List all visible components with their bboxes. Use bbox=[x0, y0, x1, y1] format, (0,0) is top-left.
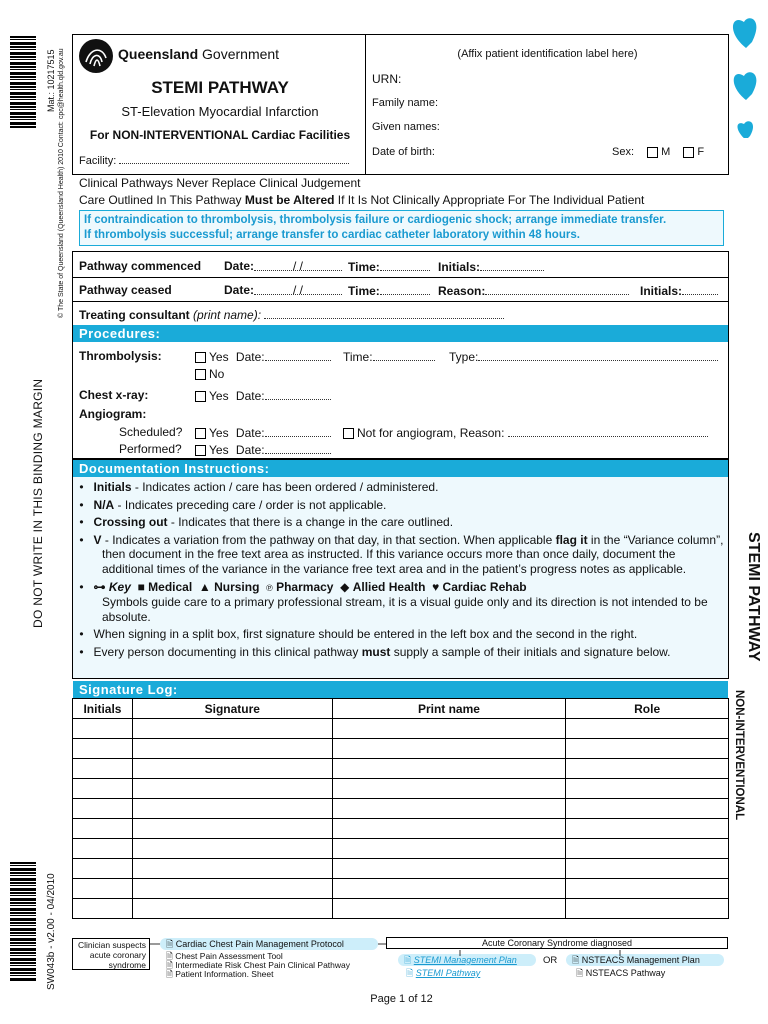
thrombolysis-yes[interactable]: Yes Date: bbox=[195, 349, 331, 364]
cardiac-rehab-icon: ♥ bbox=[432, 579, 440, 594]
flow-stemi-plan[interactable]: 🗎 STEMI Management Plan bbox=[398, 954, 536, 966]
flow-assessment[interactable]: 🗎 Chest Pain Assessment Tool bbox=[166, 951, 283, 961]
list-item: • Crossing out - Indicates that there is a change in the care outlined. bbox=[76, 515, 454, 530]
list-item: • Initials - Indicates action / care has been ordered / administered. bbox=[76, 480, 439, 494]
ceased-date[interactable]: Date: / / bbox=[224, 283, 342, 297]
flow-intermediate[interactable]: 🗎 Intermediate Risk Chest Pain Clinical Pathway bbox=[166, 960, 351, 970]
pathway-ceased-label: Pathway ceased bbox=[79, 283, 172, 297]
document-icon: 🗎 bbox=[166, 951, 173, 961]
chest-xray-label: Chest x-ray: bbox=[79, 388, 149, 402]
urn-label: URN: bbox=[372, 72, 402, 86]
thrombolysis-no-checkbox[interactable] bbox=[195, 369, 206, 380]
document-icon: 🗎 bbox=[404, 955, 412, 965]
document-icon: 🗎 bbox=[576, 968, 584, 978]
page-number: Page 1 of 12 bbox=[370, 993, 433, 1005]
side-title: STEMI PATHWAY bbox=[745, 532, 762, 662]
table-row[interactable] bbox=[73, 799, 729, 819]
given-names-label: Given names: bbox=[372, 121, 440, 133]
list-item: Symbols guide care to a primary professional stream, it is a visual guide only and its direction is not intended to be absolute. bbox=[102, 595, 708, 624]
flow-nsteacs-pathway[interactable]: 🗎 NSTEACS Pathway bbox=[576, 968, 666, 978]
flow-stemi-pathway[interactable]: 🗎 STEMI Pathway bbox=[406, 968, 481, 978]
ceased-initials[interactable]: Initials: bbox=[640, 283, 718, 298]
flow-nsteacs-plan[interactable]: 🗎 NSTEACS Management Plan bbox=[566, 954, 724, 966]
gov-logo-text: Queensland Government bbox=[118, 46, 280, 62]
family-name-label: Family name: bbox=[372, 97, 439, 109]
ceased-reason[interactable]: Reason: bbox=[438, 283, 629, 298]
col-signature: Signature bbox=[132, 699, 332, 719]
page-title: STEMI PATHWAY bbox=[151, 78, 289, 97]
angiogram-scheduled-label: Scheduled? bbox=[119, 425, 183, 439]
sex-f-checkbox[interactable] bbox=[683, 147, 694, 158]
disclaimer-line2: Care Outlined In This Pathway Must be Altered If It Is Not Clinically Appropriate For The Individual Patient bbox=[79, 193, 645, 207]
performed-yes-checkbox[interactable] bbox=[195, 445, 206, 456]
angiogram-performed-yes[interactable]: Yes Date: bbox=[195, 442, 331, 457]
bottom-barcode bbox=[10, 862, 36, 982]
table-row[interactable] bbox=[73, 719, 729, 739]
alert-box bbox=[79, 210, 724, 246]
ceased-time[interactable]: Time: bbox=[348, 283, 430, 298]
commenced-initials[interactable]: Initials: bbox=[438, 259, 544, 274]
disclaimer-line1: Clinical Pathways Never Replace Clinical Judgement bbox=[79, 176, 361, 190]
list-item: • When signing in a split box, first signature should be entered in the left box and the second in the right. bbox=[76, 627, 638, 642]
chest-xray-yes-checkbox[interactable] bbox=[195, 391, 206, 402]
flow-info[interactable]: 🗎 Patient Information. Sheet bbox=[166, 969, 274, 979]
document-icon: 🗎 bbox=[166, 969, 173, 979]
flow-suspects: Clinician suspects acute coronary syndrome bbox=[72, 938, 150, 970]
facility-type: For NON-INTERVENTIONAL Cardiac Facilities bbox=[89, 128, 351, 142]
document-icon: 🗎 bbox=[572, 955, 580, 965]
pathway-row-divider bbox=[72, 277, 729, 278]
form-code: SW043b - v2.00 - 04/2010 bbox=[46, 873, 57, 990]
not-for-angiogram-checkbox[interactable] bbox=[343, 428, 354, 439]
pathway-row-divider-2 bbox=[72, 301, 729, 302]
flow-connectors bbox=[150, 936, 740, 976]
table-row[interactable] bbox=[73, 839, 729, 859]
affix-label: (Affix patient identification label here) bbox=[457, 48, 638, 60]
documentation-list bbox=[76, 480, 724, 660]
medical-icon: ■ bbox=[137, 579, 145, 594]
side-subtitle: NON-INTERVENTIONAL bbox=[733, 690, 745, 821]
col-initials: Initials bbox=[73, 699, 133, 719]
mat-code: Mat.: 10217515 bbox=[46, 49, 56, 112]
alert-line2: If thrombolysis successful; arrange transfer to cardiac catheter laboratory within 48 hours. bbox=[84, 229, 580, 241]
binding-margin: DO NOT WRITE IN THIS BINDING MARGIN bbox=[31, 378, 45, 628]
document-icon: 🗎 bbox=[406, 968, 414, 978]
list-item: • V - Indicates a variation from the pathway on that day, in that section. When applicable flag it in the “Variance column”, then document in the free text area as instructed. If this variance occurs more than once daily, document the additional times of the variance in the variance free text area and in the patient’s progress notes as applicable. bbox=[76, 532, 724, 576]
flow-acs: Acute Coronary Syndrome diagnosed bbox=[386, 937, 728, 949]
table-header-row bbox=[73, 699, 729, 719]
commenced-time[interactable]: Time: bbox=[348, 259, 430, 274]
table-row[interactable] bbox=[73, 779, 729, 799]
thrombolysis-type[interactable]: Type: bbox=[449, 349, 718, 364]
table-row[interactable] bbox=[73, 859, 729, 879]
list-item: • ⊶ Key ■ Medical ▲ Nursing ℗ Pharmacy ◆ Allied Health ♥ Cardiac Rehab bbox=[76, 579, 527, 594]
sex-m-checkbox[interactable] bbox=[647, 147, 658, 158]
copyright: © The State of Queensland (Queensland Health) 2010 Contact: cpc@health.qld.gov.au bbox=[58, 48, 65, 318]
table-row[interactable] bbox=[73, 879, 729, 899]
list-item: • Every person documenting in this clinical pathway must supply a sample of their initials and signature below. bbox=[76, 644, 671, 659]
thrombolysis-yes-checkbox[interactable] bbox=[195, 352, 206, 363]
angiogram-scheduled-yes[interactable]: Yes Date: bbox=[195, 425, 331, 440]
scheduled-yes-checkbox[interactable] bbox=[195, 428, 206, 439]
not-for-angiogram[interactable]: Not for angiogram, Reason: bbox=[343, 425, 708, 440]
top-barcode bbox=[10, 36, 36, 128]
procedures-heading: Procedures: bbox=[73, 325, 728, 342]
sex-field: Sex: M F bbox=[612, 146, 705, 158]
angiogram-performed-label: Performed? bbox=[119, 442, 182, 456]
key-icon: ⊶ bbox=[93, 579, 106, 594]
flow-protocol[interactable]: 🗎 Cardiac Chest Pain Management Protocol bbox=[160, 938, 378, 950]
dob-label: Date of birth: bbox=[372, 146, 435, 158]
col-print-name: Print name bbox=[332, 699, 566, 719]
table-row[interactable] bbox=[73, 899, 729, 919]
signature-heading: Signature Log: bbox=[73, 681, 728, 698]
facility-field[interactable]: Facility: bbox=[79, 152, 349, 167]
heart-icon-decoration bbox=[726, 8, 766, 138]
thrombolysis-time[interactable]: Time: bbox=[343, 349, 435, 364]
pharmacy-icon: ℗ bbox=[266, 582, 273, 593]
subtitle: ST-Elevation Myocardial Infarction bbox=[121, 104, 319, 119]
thrombolysis-label: Thrombolysis: bbox=[79, 349, 162, 363]
commenced-date[interactable]: Date: / / bbox=[224, 259, 342, 273]
flow-or: OR bbox=[543, 955, 558, 966]
col-role: Role bbox=[566, 699, 729, 719]
pathway-commenced-label: Pathway commenced bbox=[79, 259, 202, 273]
list-item: • N/A - Indicates preceding care / order is not applicable. bbox=[76, 497, 387, 512]
alert-line1: If contraindication to thrombolysis, thrombolysis failure or cardiogenic shock; arrange immediate transfer. bbox=[84, 214, 667, 226]
angiogram-label: Angiogram: bbox=[79, 407, 147, 421]
table-row[interactable] bbox=[73, 739, 729, 759]
signature-table bbox=[72, 698, 729, 919]
thrombolysis-no[interactable]: No bbox=[195, 367, 224, 381]
queensland-crest-icon bbox=[78, 38, 114, 74]
nursing-icon: ▲ bbox=[198, 579, 211, 594]
table-row[interactable] bbox=[73, 759, 729, 779]
documentation-heading: Documentation Instructions: bbox=[73, 460, 728, 477]
document-icon: 🗎 bbox=[166, 939, 174, 949]
allied-health-icon: ◆ bbox=[340, 579, 350, 594]
document-icon: 🗎 bbox=[166, 960, 173, 970]
treating-consultant[interactable]: Treating consultant (print name): bbox=[79, 307, 504, 322]
chest-xray-yes[interactable]: Yes Date: bbox=[195, 388, 331, 403]
table-row[interactable] bbox=[73, 819, 729, 839]
